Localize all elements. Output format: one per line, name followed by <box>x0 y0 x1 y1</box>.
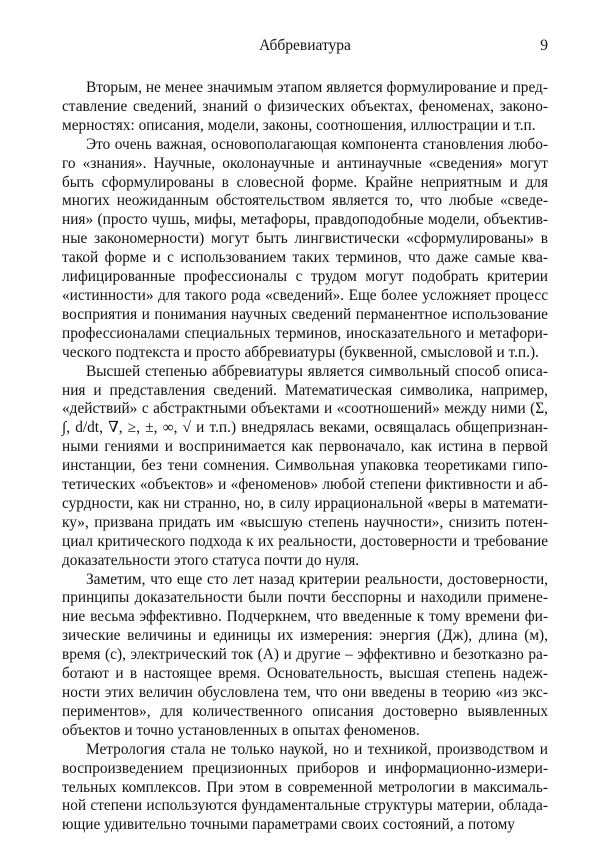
paragraph-2: Это очень важная, основополагающая компонента становления любого «знания». Научные, околонаучные и антинаучные «сведения» могут быть сформулированы в словесной форме. Крайне неприятным и для многих неожиданным обстоятельством является то, что любые «сведения» (просто чушь, мифы, метафоры, правдоподобные модели, объективные закономерности) могут быть лингвистически «сформулированы» в такой форме и с использованием таких терминов, что даже самые квалифицированные профессионалы с трудом могут подобрать критерии «истинности» для такого рода «сведений». Еще более усложняет процесс восприятия и понимания научных сведений перманентное использование профессионалами специальных терминов, иносказательного и метафорического подтекста и просто аббревиатуры (буквенной, смысловой и т.п.). <box>62 135 548 361</box>
paragraph-1: Вторым, не менее значимым этапом является формулирование и представление сведений, знаний о физических объектах, феноменах, закономерностях: описания, модели, законы, соотношения, иллюстрации и т.п. <box>62 79 548 134</box>
page-number: 9 <box>540 37 548 54</box>
paragraph-3: Высшей степенью аббревиатуры является символьный способ описания и представления сведений. Математическая символика, например, «действий» с абстрактными объектами и «соотношений» между ними (Σ, ∫, d/dt, ∇, ≥, ±, ∞, √ и т.п.) внедрялась веками, освящалась общепризнанными гениями и воспринимается как первоначало, как истина в первой инстанции, без тени сомнения. Символьная упаковка теоретиками гипотетических «объектов» и «феноменов» любой степени фиктивности и абсурдности, как ни странно, но, в силу иррациональной «веры в математику», призвана придать им «высшую степень научности», снизить потенциал критического подхода к их реальности, достоверности и требование доказательности этого статуса почти до нуля. <box>62 362 548 569</box>
page-header <box>62 37 548 59</box>
paragraph-5: Метрология стала не только наукой, но и техникой, производством и воспроизведением прецизионных приборов и информационно-измерительных комплексов. При этом в современной метрологии в максимальной степени используются фундаментальные структуры материи, обладающие удивительно точными параметрами своих состояний, а потому <box>62 740 548 834</box>
body-text <box>62 79 548 835</box>
running-title: Аббревиатура <box>259 37 351 54</box>
paragraph-4: Заметим, что еще сто лет назад критерии реальности, достоверности, принципы доказательности были почти бесспорны и находили применение весьма эффективно. Подчеркнем, что введенные к тому времени физические величины и единицы их измерения: энергия (Дж), длина (м), время (с), электрический ток (А) и другие – эффективно и безотказно работают и в настоящее время. Основательность, высшая степень надежности этих величин обусловлена тем, что они введены в теорию «из экспериментов», для количественного описания достоверно выявленных объектов и точно установленных в опытах феноменов. <box>62 570 548 739</box>
